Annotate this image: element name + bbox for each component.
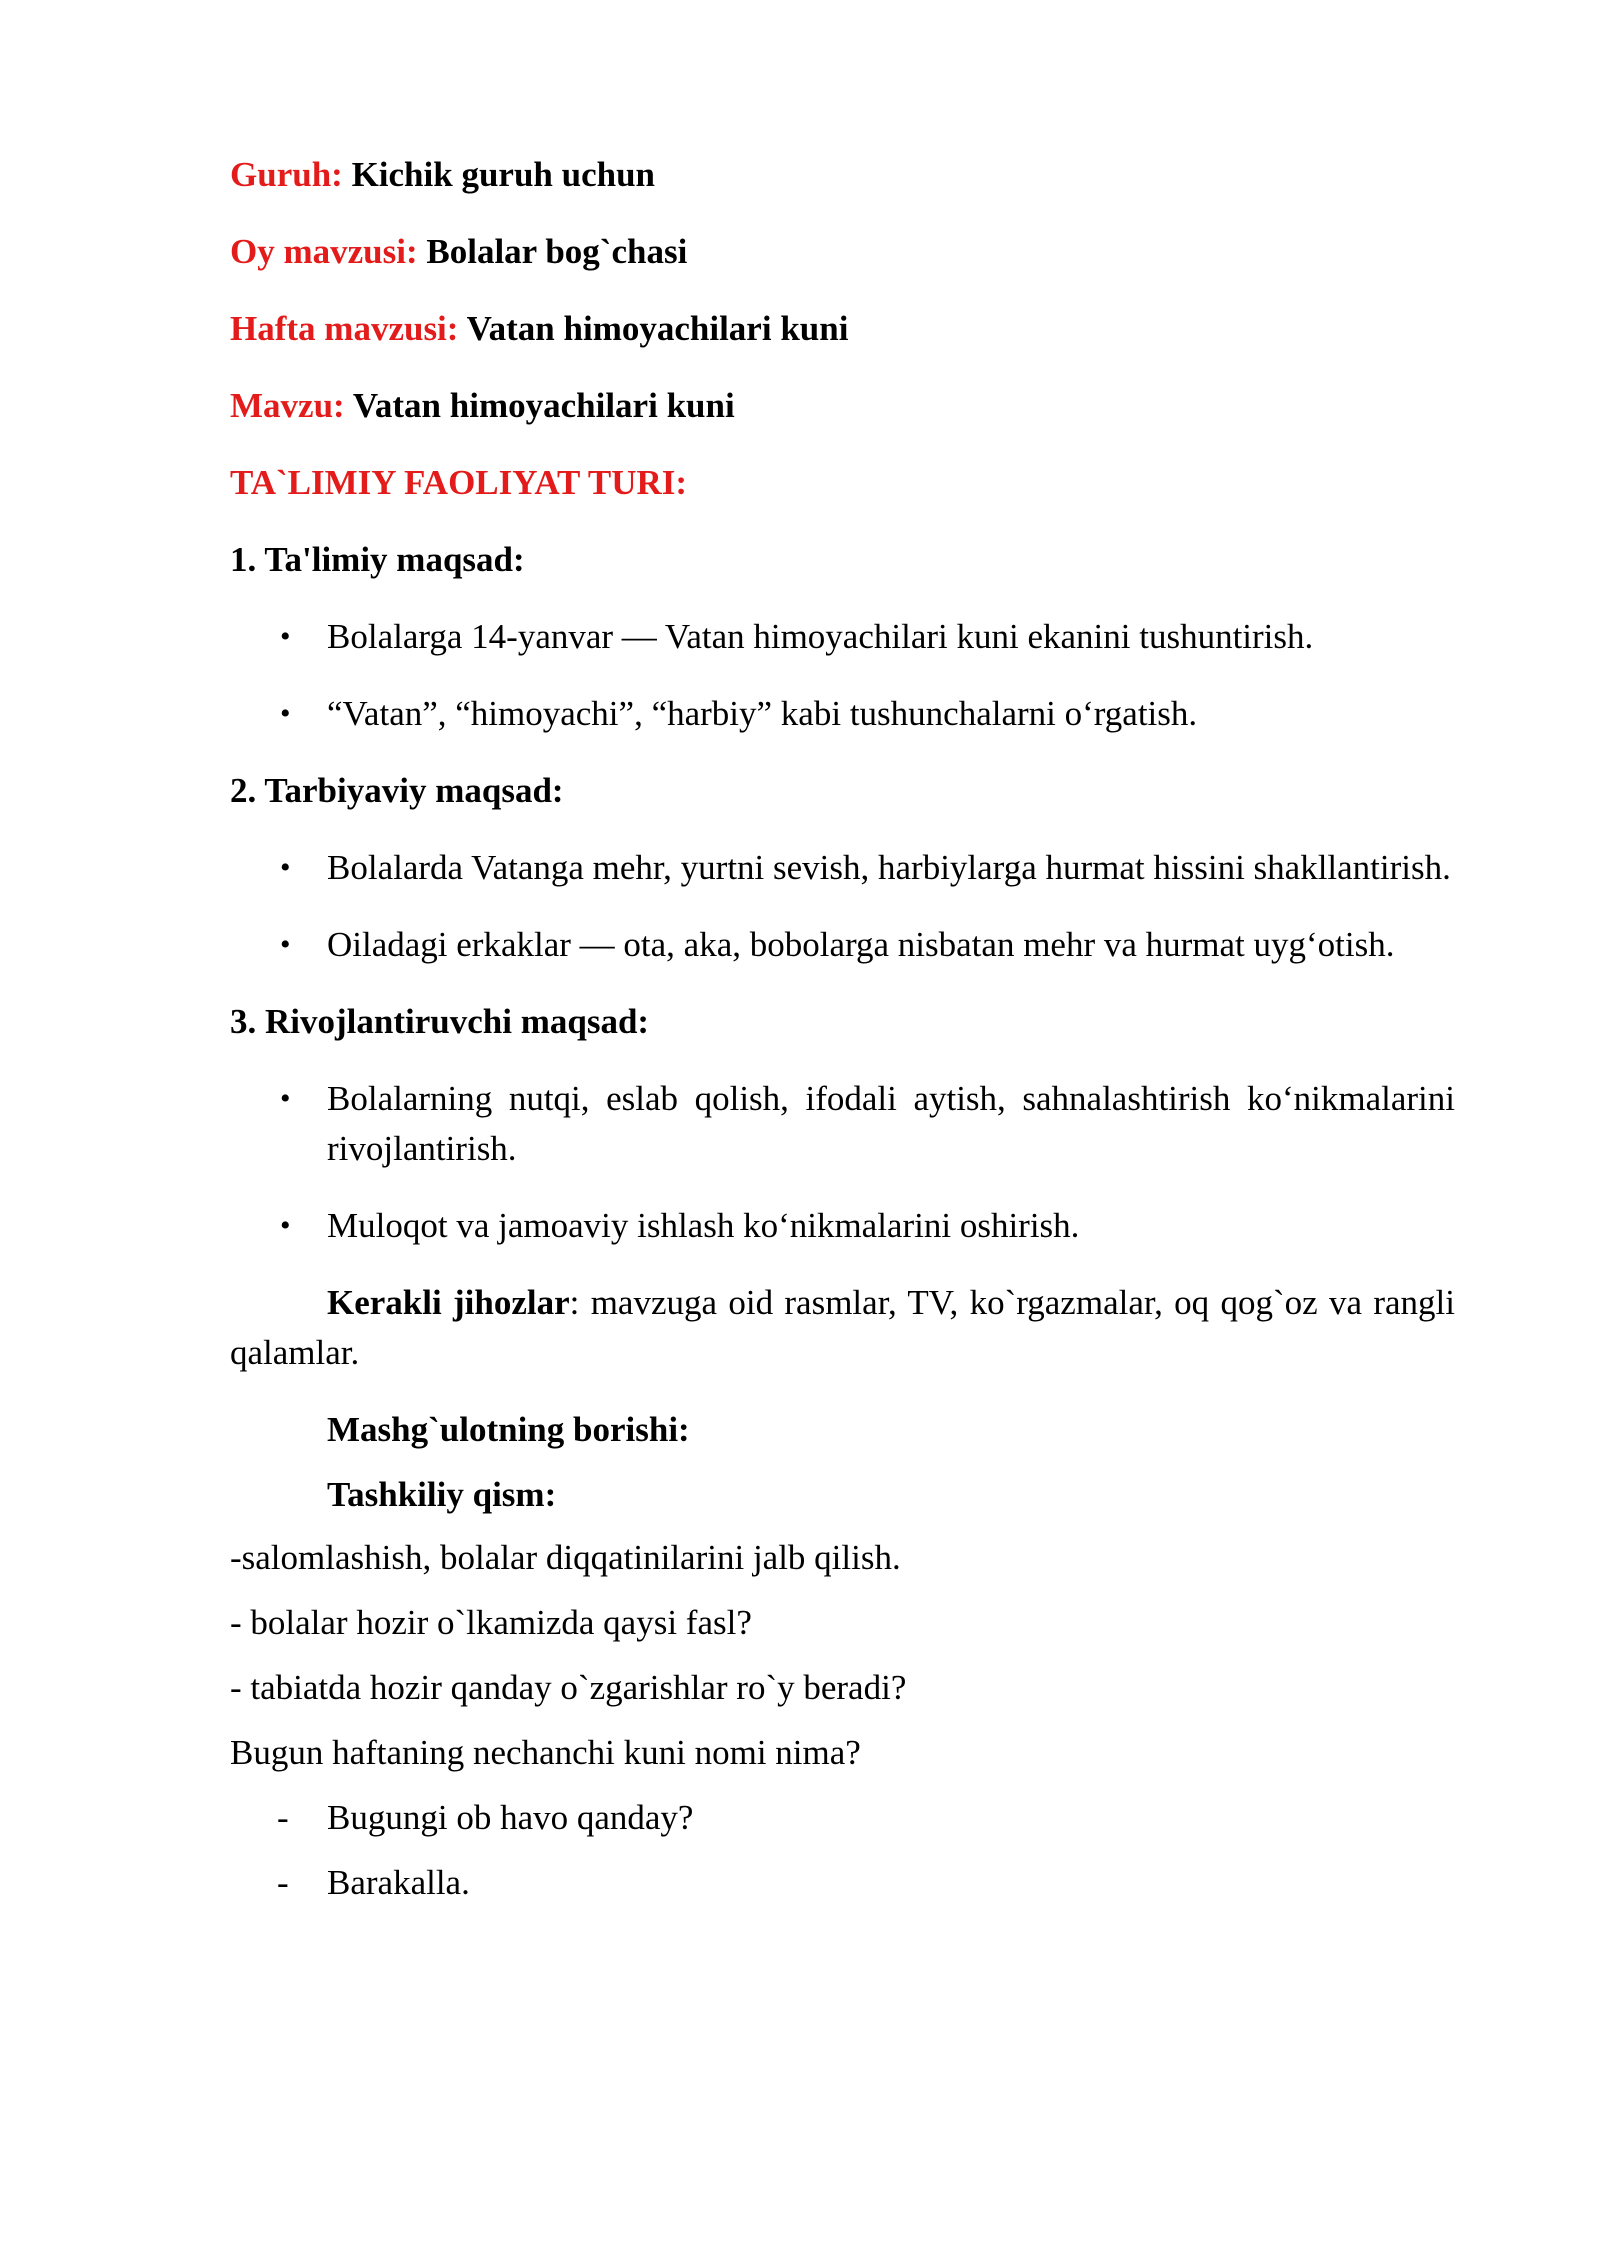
list-item-text: “Vatan”, “himoyachi”, “harbiy” kabi tushunchalarni o‘rgatish. [327, 694, 1198, 733]
organizational-line: - tabiatda hozir qanday o`zgarishlar ro`y beradi? [230, 1668, 907, 1707]
list-item [230, 1793, 1455, 1843]
list-item [230, 1074, 1455, 1174]
list-item [230, 1201, 1455, 1251]
list-item-text: Oiladagi erkaklar — ota, aka, bobolarga nisbatan mehr va hurmat uyg‘otish. [327, 925, 1395, 964]
list-item-text: Muloqot va jamoaviy ishlash ko‘nikmalarini oshirish. [327, 1206, 1080, 1245]
bullet-icon: • [280, 1082, 291, 1115]
list-item-text: Barakalla. [327, 1863, 470, 1902]
list-item-text: Bolalarga 14-yanvar — Vatan himoyachilari kuni ekanini tushuntirish. [327, 617, 1314, 656]
list-item [230, 1858, 1455, 1908]
meta-topic-value: Vatan himoyachilari kuni [352, 386, 735, 425]
meta-group [230, 150, 1455, 200]
bullet-icon: • [280, 851, 291, 884]
bullet-list-developmental [230, 1074, 1455, 1251]
meta-month-topic-value: Bolalar bog`chasi [426, 232, 688, 271]
bullet-icon: • [280, 697, 291, 730]
organizational-line: - bolalar hozir o`lkamizda qaysi fasl? [230, 1603, 752, 1642]
equipment-text: : mavzuga oid rasmlar, TV, ko`rgazmalar, oq qog`oz va rangli qalamlar. [230, 1283, 1455, 1372]
meta-group-value: Kichik guruh uchun [351, 155, 656, 194]
activity-type-heading: TA`LIMIY FAOLIYAT TURI: [230, 463, 688, 502]
bullet-icon: • [280, 928, 291, 961]
organizational-line: -salomlashish, bolalar diqqatinilarini jalb qilish. [230, 1538, 901, 1577]
dash-icon: - [277, 1798, 289, 1837]
section-title-upbringing: 2. Tarbiyaviy maqsad: [230, 771, 564, 810]
meta-week-topic-label: Hafta mavzusi: [230, 309, 459, 348]
section-title-educational: 1. Ta'limiy maqsad: [230, 540, 525, 579]
list-item [230, 920, 1455, 970]
list-item-text: Bugungi ob havo qanday? [327, 1798, 694, 1837]
list-item [230, 612, 1455, 662]
dash-icon: - [277, 1863, 289, 1902]
bullet-icon: • [280, 1209, 291, 1242]
list-item-text: Bolalarda Vatanga mehr, yurtni sevish, harbiylarga hurmat hissini shakllantirish. [327, 848, 1451, 887]
equipment-paragraph [230, 1278, 1455, 1378]
meta-week-topic [230, 304, 1455, 354]
organizational-line: Bugun haftaning nechanchi kuni nomi nima? [230, 1733, 861, 1772]
meta-topic [230, 381, 1455, 431]
meta-week-topic-value: Vatan himoyachilari kuni [466, 309, 849, 348]
section-title-developmental: 3. Rivojlantiruvchi maqsad: [230, 1002, 650, 1041]
bullet-list-educational [230, 612, 1455, 739]
dash-list [230, 1793, 1455, 1908]
bullet-list-upbringing [230, 843, 1455, 970]
meta-group-label: Guruh: [230, 155, 343, 194]
list-item-text: Bolalarning nutqi, eslab qolish, ifodali aytish, sahnalashtirish ko‘nikmalarini rivojlantirish. [327, 1079, 1455, 1168]
list-item [230, 689, 1455, 739]
meta-topic-label: Mavzu: [230, 386, 345, 425]
organizational-heading: Tashkiliy qism: [327, 1475, 557, 1514]
document-content [230, 150, 1455, 1923]
bullet-icon: • [280, 620, 291, 653]
list-item [230, 843, 1455, 893]
meta-month-topic-label: Oy mavzusi: [230, 232, 418, 271]
equipment-label: Kerakli jihozlar [327, 1283, 570, 1322]
lesson-progress-heading: Mashg`ulotning borishi: [327, 1410, 690, 1449]
meta-month-topic [230, 227, 1455, 277]
